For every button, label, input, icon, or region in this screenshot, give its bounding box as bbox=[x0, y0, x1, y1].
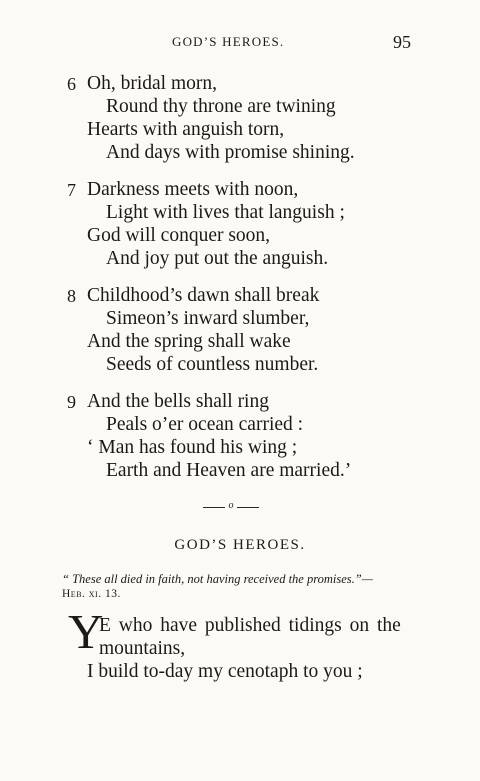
verse-line: Childhood’s dawn shall break bbox=[87, 285, 320, 306]
poem-title: GOD’S HEROES. bbox=[174, 537, 306, 553]
page-number: 95 bbox=[393, 32, 411, 52]
poem-line-1: E who have published tidings on the bbox=[99, 615, 401, 636]
verse-line: God will conquer soon, bbox=[87, 225, 271, 246]
verse-line: Hearts with anguish torn, bbox=[87, 119, 285, 140]
stanza-number: 9 bbox=[67, 392, 76, 412]
verse-line: Seeds of countless number. bbox=[106, 354, 319, 375]
epigraph-ref-text: Heb. xi. 13. bbox=[62, 588, 121, 600]
drop-cap: Y bbox=[68, 604, 104, 659]
verse-line: Simeon’s inward slumber, bbox=[106, 308, 310, 329]
running-title: GOD’S HEROES. bbox=[172, 34, 285, 49]
verse-line: Peals o’er ocean carried : bbox=[106, 414, 304, 435]
poem-line-3: I build to-day my cenotaph to you ; bbox=[87, 661, 363, 682]
stanza-number: 8 bbox=[67, 286, 76, 306]
verse-line: Round thy throne are twining bbox=[106, 96, 336, 117]
epigraph-reference bbox=[62, 588, 121, 600]
verse-line: Earth and Heaven are married.’ bbox=[106, 460, 352, 481]
stanza-number: 7 bbox=[67, 180, 76, 200]
verse-line: ‘ Man has found his wing ; bbox=[87, 437, 298, 458]
section-separator: o bbox=[203, 500, 259, 514]
verse-line: And the spring shall wake bbox=[87, 331, 291, 352]
epigraph: “ These all died in faith, not having received the promises.”— bbox=[62, 572, 373, 586]
verse-line: Light with lives that languish ; bbox=[106, 202, 345, 223]
verse-line: And the bells shall ring bbox=[87, 391, 269, 412]
verse-line: Oh, bridal morn, bbox=[87, 73, 217, 94]
verse-line: And days with promise shining. bbox=[106, 142, 355, 163]
poem-line-2: mountains, bbox=[99, 638, 186, 659]
stanza-number: 6 bbox=[67, 74, 76, 94]
verse-line: Darkness meets with noon, bbox=[87, 179, 299, 200]
verse-line: And joy put out the anguish. bbox=[106, 248, 329, 269]
